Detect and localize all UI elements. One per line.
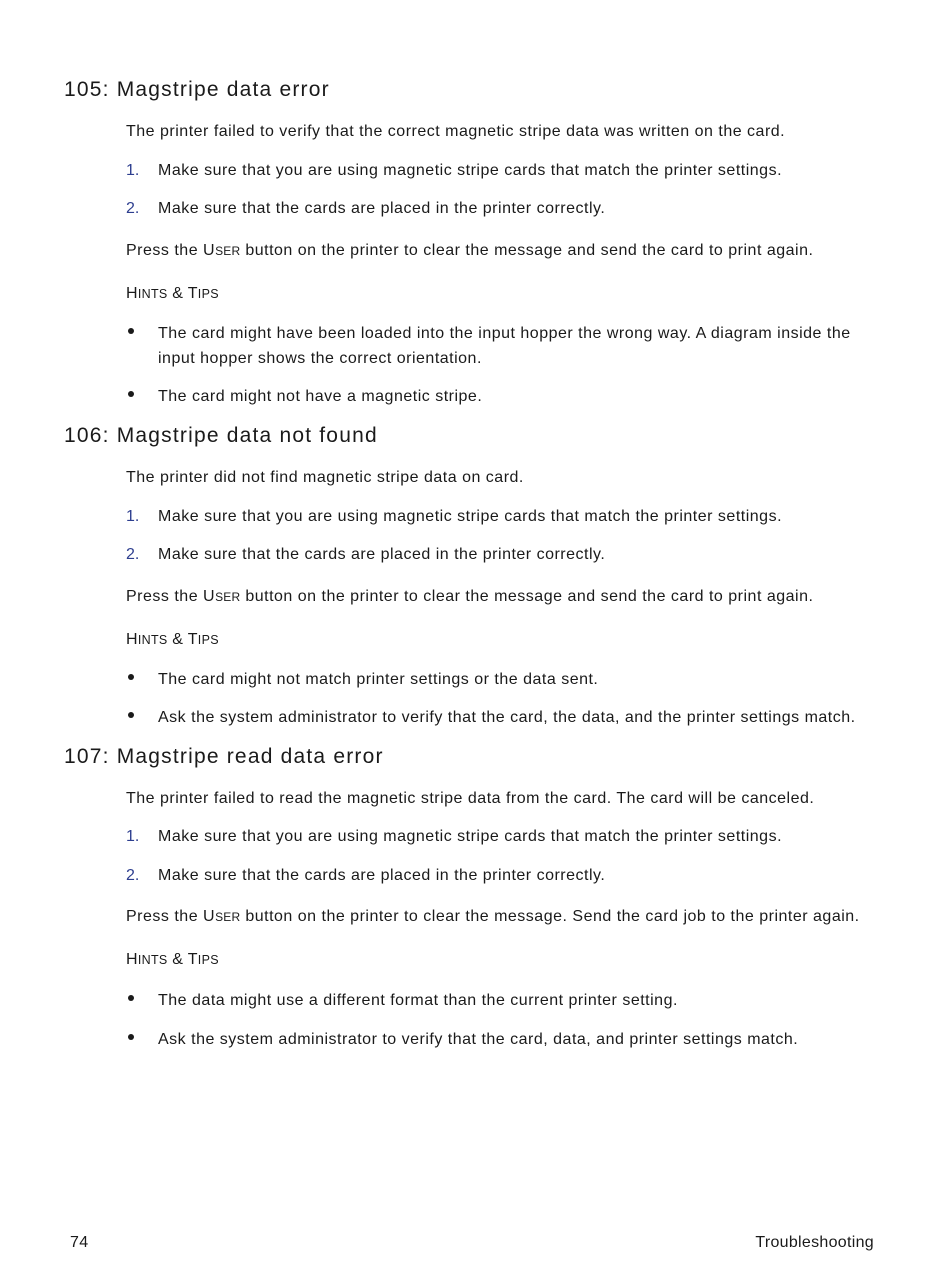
step-number: 2. [126,200,140,217]
section-intro-106: The printer did not find magnetic stripe data on card. [126,469,524,486]
press-text-start: Press the U [126,588,216,605]
hints-h: H [126,631,138,648]
bullet-dot-icon [128,712,134,718]
press-text-start: Press the U [126,908,216,925]
press-user-instruction [126,588,813,606]
hints-ints: INTS [137,953,168,967]
user-key-label: SER [215,910,241,924]
user-key-label: SER [215,590,241,604]
hints-tips-heading [126,951,219,969]
press-text-start: Press the U [126,242,216,259]
hints-ints: INTS [137,633,168,647]
page-number: 74 [70,1234,89,1251]
step-text: Make sure that you are using magnetic stripe cards that match the printer settings. [158,508,783,525]
press-user-instruction [126,242,813,260]
step-text: Make sure that you are using magnetic stripe cards that match the printer settings. [158,162,783,179]
hint-line-1: The card might have been loaded into the input hopper the wrong way. A diagram inside the [158,325,851,342]
hints-ips: IPS [197,633,219,647]
hint-text: The card might not have a magnetic stripe. [158,388,483,405]
section-title-106: 106: Magstripe data not found [64,424,378,447]
step-text: Make sure that you are using magnetic stripe cards that match the printer settings. [158,828,783,845]
hints-ips: IPS [197,953,219,967]
bullet-dot-icon [128,391,134,397]
hint-line-2: input hopper shows the correct orientation. [158,350,482,367]
press-text-end: button on the printer to clear the message and send the card to print again. [240,588,814,605]
hints-h: H [126,285,138,302]
press-text-end: button on the printer to clear the message and send the card to print again. [240,242,814,259]
bullet-dot-icon [128,1034,134,1040]
hint-text [158,321,851,371]
hints-ints: INTS [137,287,168,301]
hints-tips-heading [126,285,219,303]
hints-amp: & T [167,631,198,648]
hints-amp: & T [167,285,198,302]
bullet-dot-icon [128,674,134,680]
hints-ips: IPS [197,287,219,301]
hint-text: The data might use a different format than the current printer setting. [158,992,678,1009]
press-text-end: button on the printer to clear the message. Send the card job to the printer again. [240,908,860,925]
step-number: 1. [126,508,140,525]
hint-text: Ask the system administrator to verify that the card, the data, and the printer settings match. [158,709,856,726]
step-number: 1. [126,828,140,845]
step-text: Make sure that the cards are placed in the printer correctly. [158,546,606,563]
section-intro-107: The printer failed to read the magnetic stripe data from the card. The card will be canceled. [126,790,815,807]
hint-text: The card might not match printer settings or the data sent. [158,671,599,688]
hints-tips-heading [126,631,219,649]
step-number: 1. [126,162,140,179]
hints-h: H [126,951,138,968]
hints-amp: & T [167,951,198,968]
hint-text: Ask the system administrator to verify that the card, data, and printer settings match. [158,1031,799,1048]
step-number: 2. [126,546,140,563]
press-user-instruction [126,908,860,926]
bullet-dot-icon [128,328,134,334]
section-intro-105: The printer failed to verify that the correct magnetic stripe data was written on the card. [126,123,786,140]
footer-section-name: Troubleshooting [755,1234,874,1251]
bullet-dot-icon [128,995,134,1001]
section-title-107: 107: Magstripe read data error [64,745,384,768]
user-key-label: SER [215,244,241,258]
step-text: Make sure that the cards are placed in the printer correctly. [158,867,606,884]
step-number: 2. [126,867,140,884]
step-text: Make sure that the cards are placed in the printer correctly. [158,200,606,217]
section-title-105: 105: Magstripe data error [64,78,330,101]
